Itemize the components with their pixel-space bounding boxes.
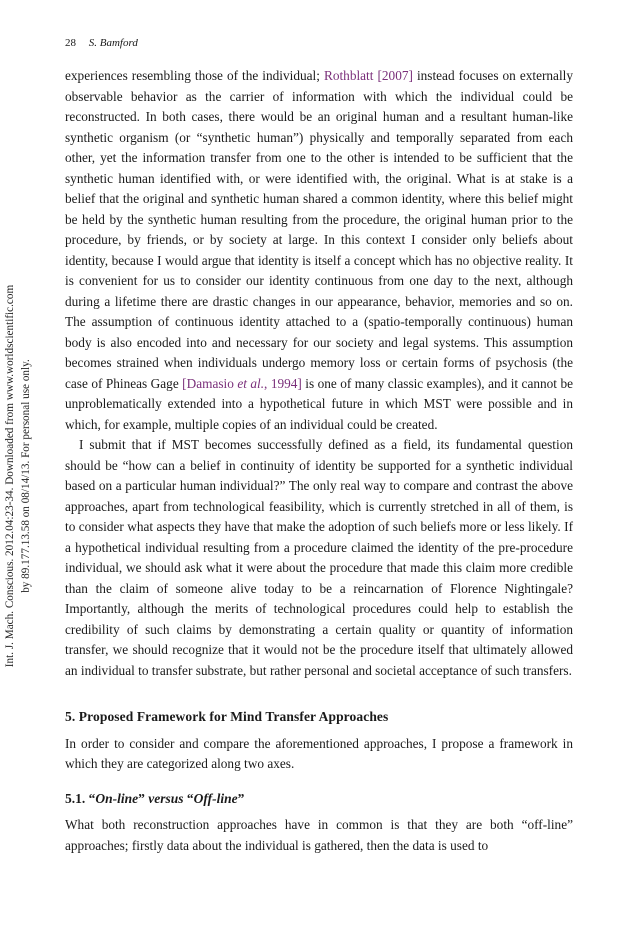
article-body [65, 66, 573, 856]
download-notice-text [2, 260, 34, 692]
section-5-1-offline: Off-line [193, 790, 238, 806]
section-5-1-quote-open-2: “ [183, 790, 194, 806]
citation-damasio-etal: et al. [237, 375, 265, 391]
download-notice-line-2: by 89.177.13.58 on 08/14/13. For personal use only. [20, 359, 32, 593]
section-5-heading: 5. Proposed Framework for Mind Transfer Approaches [65, 709, 389, 724]
paragraph-1-text-c: is one of many classic examples), and it cannot be unproblematically extended into a hypothetical future in which MST were possible and in which, for example, multiple copies of an individual could be created. [65, 375, 573, 432]
citation-damasio-author: [Damasio [182, 375, 238, 391]
section-5-1-number: 5.1. [65, 790, 89, 806]
download-notice-line-1: Int. J. Mach. Conscious. 2012.04:23-34. Downloaded from www.worldscientific.com [4, 284, 16, 668]
paragraph-3: In order to consider and compare the aforementioned approaches, I propose a framework in which they are categorized along two axes. [65, 735, 573, 771]
paragraph-1-text-a: experiences resembling those of the individual; [65, 68, 324, 83]
citation-damasio-link[interactable] [182, 376, 302, 391]
section-5-1-quote-close-2: ” [237, 790, 245, 806]
section-5-1-versus: versus [148, 790, 184, 806]
section-5-1-quote-open-1: “ [88, 790, 96, 806]
download-notice [2, 260, 46, 692]
running-header [65, 37, 138, 49]
citation-rothblatt-link[interactable]: Rothblatt [2007] [323, 68, 413, 83]
section-5-1-quote-close-1: ” [138, 790, 149, 806]
paragraph-1 [65, 66, 573, 435]
paragraph-2: I submit that if MST becomes successfully defined as a field, its fundamental question should be “how can a belief in continuity of identity be supported for a synthetic individual based on a particular human individual?” The only real way to compare and contrast the above approaches, apart from technological feasibility, which is currently stretched in all of them, is to consider what aspects they have that make the adoption of such beliefs more or less likely. If a hypothetical individual resulting from a procedure claimed the identity of the pre-procedure individual, we should ask what it were about the procedure that made this claim more credible than the claim of someone alive today to be a reincarnation of Florence Nightingale? Importantly, although the merits of technological procedures could help to establish the credibility of such claims by demonstrating a certain quality or quantity of information transfer, we should recognize that it would not be the procedure itself that ultimately allowed an individual to transfer substrate, but rather personal and societal acceptance of such transfers. [65, 437, 573, 678]
page-number: 28 [65, 37, 76, 49]
section-5-1-heading [65, 789, 573, 810]
paragraph-1-text-b: instead focuses on externally observable behavior as the carrier of information with which the individual could be reconstructed. In both cases, there would be an original human and a resultant human-like synthetic organism (or “synthetic human”) physically and temporally separated from each other, yet the information transfer from one to the other is intended to be sufficient that the synthetic human identified with, or were identified with, the original. What is at stake is a belief that the original and synthetic human shared a common identity, where this belief might be held by the synthetic human resulting from the procedure, the original human prior to the procedure, by friends, or by society at large. In this context I consider only beliefs about identity, because I would argue that identity is itself a concept which has no objective reality. It is convenient for us to consider our identity continuous from one day to the next, although during a lifetime there are drastic changes in our appearance, behavior, memories and so on. The assumption of continuous identity attached to a (spatio-temporally continuous) human body is also encoded into and necessary for our society and legal systems. This assumption becomes strained when individuals undergo memory loss or certain forms of psychosis (the case of Phineas Gage [65, 68, 573, 391]
running-author: S. Bamford [88, 37, 138, 49]
citation-damasio-year: , 1994] [264, 375, 302, 391]
paragraph-4: What both reconstruction approaches have in common is that they are both “off-line” approaches; firstly data about the individual is gathered, then the data is used to [65, 817, 573, 853]
section-5-1-online: On-line [95, 790, 139, 806]
